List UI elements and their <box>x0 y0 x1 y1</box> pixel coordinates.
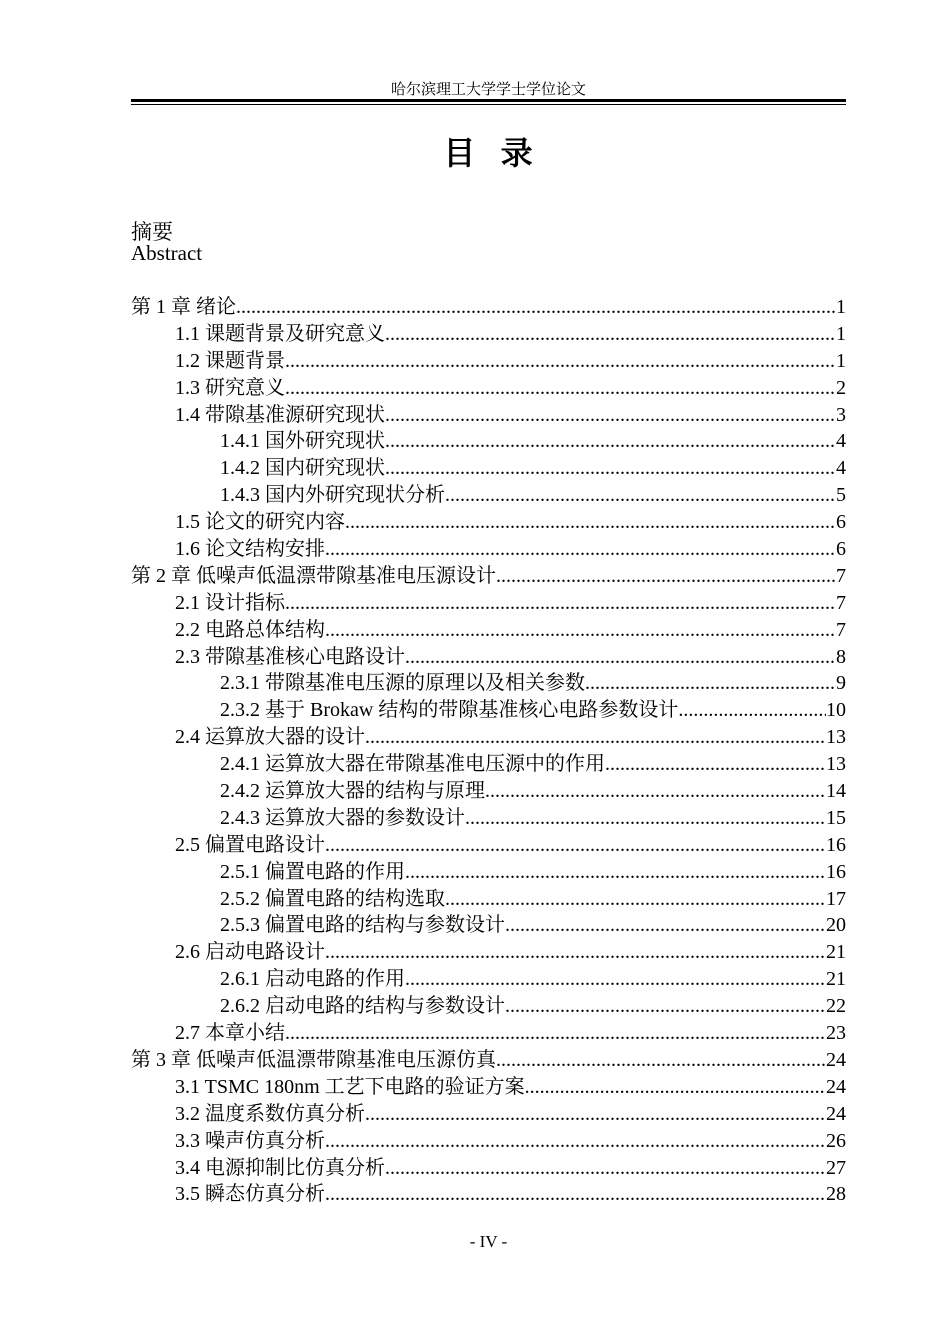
toc-entry[interactable] <box>131 348 846 375</box>
toc-leader-dots <box>496 563 836 590</box>
toc-entry-label: 第 2 章 低噪声低温漂带隙基准电压源设计 <box>131 564 496 587</box>
toc-entry[interactable] <box>131 644 846 671</box>
toc-entry-label: 1.4.1 国外研究现状 <box>220 430 385 453</box>
page-header: 哈尔滨理工大学学士学位论文 <box>390 82 586 98</box>
toc-entry-label: 第 3 章 低噪声低温漂带隙基准电压源仿真 <box>131 1048 496 1071</box>
toc-entry-page: 14 <box>826 780 846 803</box>
toc-entry[interactable] <box>131 590 846 617</box>
toc-entry-page: 16 <box>826 833 846 856</box>
toc-entry[interactable] <box>131 751 846 778</box>
toc-leader-dots <box>678 697 826 724</box>
toc-entry-label: 3.3 噪声仿真分析 <box>175 1129 325 1152</box>
toc-entry-label: 第 1 章 绪论 <box>131 296 236 318</box>
toc-entry-page: 26 <box>826 1129 846 1152</box>
toc-entry[interactable] <box>131 1020 846 1047</box>
toc-entry-page: 23 <box>826 1022 846 1045</box>
toc-leader-dots <box>445 482 836 509</box>
toc-entry-page: 16 <box>826 860 846 883</box>
toc-entry-page: 7 <box>836 618 846 641</box>
toc-leader-dots <box>325 1181 826 1208</box>
toc-entry-page: 13 <box>826 726 846 749</box>
toc-entry-label: 2.4 运算放大器的设计 <box>175 726 365 749</box>
toc-leader-dots <box>325 617 836 644</box>
toc-entry[interactable] <box>131 1155 846 1182</box>
toc-leader-dots <box>285 375 836 402</box>
toc-entry-label: 2.1 设计指标 <box>175 591 285 614</box>
toc-entry-page: 1 <box>836 349 846 372</box>
toc-entry-label: 2.4.3 运算放大器的参数设计 <box>220 806 465 829</box>
toc-leader-dots <box>285 590 836 617</box>
toc-entry[interactable] <box>131 563 846 590</box>
toc-entry-page: 15 <box>826 806 846 829</box>
toc-entry-label: 1.6 论文结构安排 <box>175 538 325 561</box>
toc-leader-dots <box>585 670 836 697</box>
toc-entry[interactable] <box>131 509 846 536</box>
toc-entry-page: 24 <box>826 1075 846 1098</box>
toc-entry[interactable] <box>131 482 846 509</box>
toc-entry-page: 5 <box>836 484 846 507</box>
toc-leader-dots <box>325 536 836 563</box>
toc-leader-dots <box>285 348 836 375</box>
toc-entry-label: 2.2 电路总体结构 <box>175 618 325 641</box>
toc-entry-label: 2.4.1 运算放大器在带隙基准电压源中的作用 <box>220 753 605 776</box>
toc-entry[interactable] <box>131 617 846 644</box>
toc-leader-dots <box>285 1020 826 1047</box>
toc-entry-page: 3 <box>836 403 846 426</box>
toc-leader-dots <box>385 428 836 455</box>
table-of-contents <box>131 294 846 1208</box>
toc-entry[interactable] <box>131 1181 846 1208</box>
toc-entry-label: 2.6 启动电路设计 <box>175 941 325 964</box>
toc-entry-label: 3.5 瞬态仿真分析 <box>175 1183 325 1206</box>
toc-entry-label: 2.3 带隙基准核心电路设计 <box>175 645 405 668</box>
toc-entry[interactable] <box>131 1074 846 1101</box>
toc-entry[interactable] <box>131 1128 846 1155</box>
toc-entry-page: 21 <box>826 968 846 991</box>
toc-entry-label: 2.4.2 运算放大器的结构与原理 <box>220 780 485 803</box>
toc-entry-label: 2.3.1 带隙基准电压源的原理以及相关参数 <box>220 672 585 695</box>
toc-entry-page: 2 <box>836 376 846 399</box>
toc-entry-page: 22 <box>826 995 846 1018</box>
toc-entry[interactable] <box>131 993 846 1020</box>
toc-leader-dots <box>385 402 836 429</box>
toc-entry[interactable] <box>131 859 846 886</box>
toc-entry[interactable] <box>131 536 846 563</box>
toc-entry-page: 24 <box>826 1102 846 1125</box>
toc-entry-page: 27 <box>826 1156 846 1179</box>
toc-leader-dots <box>385 1155 826 1182</box>
toc-entry[interactable] <box>131 912 846 939</box>
toc-entry-page: 6 <box>836 511 846 534</box>
toc-entry[interactable] <box>131 697 846 724</box>
toc-entry-label: 2.6.2 启动电路的结构与参数设计 <box>220 995 505 1018</box>
toc-entry-page: 7 <box>836 564 846 587</box>
toc-leader-dots <box>345 509 836 536</box>
toc-entry-label: 2.6.1 启动电路的作用 <box>220 968 405 991</box>
toc-entry-page: 20 <box>826 914 846 937</box>
toc-leader-dots <box>405 966 826 993</box>
toc-entry-page: 4 <box>836 457 846 480</box>
toc-leader-dots <box>485 778 826 805</box>
toc-entry-page: 24 <box>826 1048 846 1071</box>
toc-leader-dots <box>236 294 836 321</box>
toc-entry-page: 7 <box>836 591 846 614</box>
toc-entry-page: 13 <box>826 753 846 776</box>
toc-entry[interactable] <box>131 1101 846 1128</box>
toc-entry[interactable] <box>131 886 846 913</box>
toc-entry-page: 1 <box>836 296 846 318</box>
toc-leader-dots <box>445 886 826 913</box>
abstract-cn-entry[interactable]: 摘要 <box>131 220 173 244</box>
toc-entry-label: 1.1 课题背景及研究意义 <box>175 322 385 345</box>
toc-entry[interactable] <box>131 832 846 859</box>
toc-entry-label: 2.5 偏置电路设计 <box>175 833 325 856</box>
toc-leader-dots <box>525 1074 826 1101</box>
toc-entry[interactable] <box>131 1047 846 1074</box>
toc-entry-page: 1 <box>836 322 846 345</box>
toc-entry[interactable] <box>131 778 846 805</box>
toc-entry-label: 2.5.1 偏置电路的作用 <box>220 860 405 883</box>
page-title: 目 录 <box>443 134 534 172</box>
toc-leader-dots <box>385 321 836 348</box>
abstract-en-entry[interactable]: Abstract <box>131 241 203 265</box>
toc-leader-dots <box>325 832 826 859</box>
toc-entry-label: 1.2 课题背景 <box>175 349 285 372</box>
toc-entry[interactable] <box>131 805 846 832</box>
toc-leader-dots <box>496 1047 826 1074</box>
toc-entry[interactable] <box>131 455 846 482</box>
toc-leader-dots <box>505 993 826 1020</box>
toc-entry-page: 8 <box>836 645 846 668</box>
toc-entry-page: 10 <box>826 699 846 722</box>
toc-entry-label: 3.1 TSMC 180nm 工艺下电路的验证方案 <box>175 1075 525 1098</box>
toc-entry[interactable] <box>131 375 846 402</box>
toc-entry-label: 3.2 温度系数仿真分析 <box>175 1102 365 1125</box>
toc-leader-dots <box>365 724 826 751</box>
toc-entry-label: 1.5 论文的研究内容 <box>175 511 345 534</box>
toc-entry-page: 21 <box>826 941 846 964</box>
toc-entry-label: 2.3.2 基于 Brokaw 结构的带隙基准核心电路参数设计 <box>220 699 679 722</box>
toc-entry-label: 2.5.3 偏置电路的结构与参数设计 <box>220 914 505 937</box>
toc-leader-dots <box>325 1128 826 1155</box>
toc-entry-label: 1.4 带隙基准源研究现状 <box>175 403 385 426</box>
toc-entry-page: 6 <box>836 538 846 561</box>
toc-leader-dots <box>405 644 836 671</box>
toc-leader-dots <box>325 939 826 966</box>
toc-entry[interactable] <box>131 402 846 429</box>
toc-entry[interactable] <box>131 966 846 993</box>
header-rule-thick <box>131 99 846 102</box>
toc-entry[interactable] <box>131 939 846 966</box>
toc-leader-dots <box>465 805 826 832</box>
toc-leader-dots <box>505 912 826 939</box>
toc-leader-dots <box>605 751 826 778</box>
toc-entry[interactable] <box>131 321 846 348</box>
toc-leader-dots <box>405 859 826 886</box>
toc-entry-label: 3.4 电源抑制比仿真分析 <box>175 1156 385 1179</box>
toc-entry-label: 1.4.2 国内研究现状 <box>220 457 385 480</box>
toc-entry-page: 17 <box>826 887 846 910</box>
toc-entry[interactable] <box>131 428 846 455</box>
toc-entry[interactable] <box>131 724 846 751</box>
toc-entry-label: 2.5.2 偏置电路的结构选取 <box>220 887 445 910</box>
header-rule-thin <box>131 104 846 105</box>
toc-entry-page: 28 <box>826 1183 846 1206</box>
toc-leader-dots <box>385 455 836 482</box>
toc-entry-page: 4 <box>836 430 846 453</box>
toc-leader-dots <box>365 1101 826 1128</box>
toc-entry[interactable] <box>131 294 846 321</box>
toc-entry-label: 2.7 本章小结 <box>175 1022 285 1045</box>
page-number: - IV - <box>469 1232 508 1251</box>
toc-entry-label: 1.4.3 国内外研究现状分析 <box>220 484 445 507</box>
toc-entry[interactable] <box>131 670 846 697</box>
toc-entry-page: 9 <box>836 672 846 695</box>
toc-entry-label: 1.3 研究意义 <box>175 376 285 399</box>
